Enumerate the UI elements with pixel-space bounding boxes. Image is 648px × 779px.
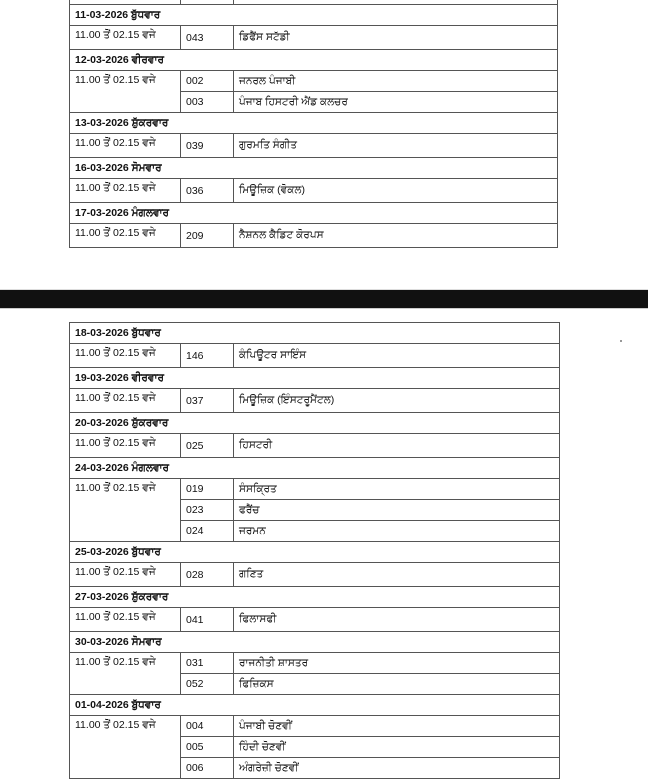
subject-name: ਫਰੈਂਚ [234,500,560,521]
subject-name: ਫਿਜ਼ਿਕਸ [234,674,560,695]
exam-time: 11.00 ਤੋਂ 02.15 ਵਜੇ [70,563,181,587]
subject-name: ਪੰਜਾਬੀ ਚੋਣਵੀਂ [234,716,560,737]
exam-time: 11.00 ਤੋਂ 02.15 ਵਜੇ [70,608,181,632]
date-row [70,113,558,134]
subject-name: ਜਨਰਲ ਪੰਜਾਬੀ [234,71,558,92]
exam-date: 11-03-2026 ਬੁੱਧਵਾਰ [70,5,558,26]
table-row [70,179,558,203]
paper-code: 004 [181,716,234,737]
subject-name: ਹਿਸਟਰੀ [234,434,560,458]
exam-date: 16-03-2026 ਸੋਮਵਾਰ [70,158,558,179]
paper-code: 052 [181,674,234,695]
paper-code: 006 [181,758,234,779]
exam-schedule-table-top [69,0,558,248]
date-row [70,695,560,716]
table-row [70,434,560,458]
exam-date: 19-03-2026 ਵੀਰਵਾਰ [70,368,560,389]
exam-date: 24-03-2026 ਮੰਗਲਵਾਰ [70,458,560,479]
table-row [70,653,560,674]
date-row [70,323,560,344]
exam-time: 11.00 ਤੋਂ 02.15 ਵਜੇ [70,179,181,203]
table-row [70,344,560,368]
paper-code: 024 [181,521,234,542]
exam-time: 11.00 ਤੋਂ 02.15 ਵਜੇ [70,434,181,458]
paper-code: 002 [181,71,234,92]
exam-date: 25-03-2026 ਬੁੱਧਵਾਰ [70,542,560,563]
paper-code: 043 [181,26,234,50]
subject-name: ਜਰਮਨ [234,521,560,542]
paper-code: 209 [181,224,234,248]
subject-name: ਅੰਗਰੇਜ਼ੀ ਚੋਣਵੀਂ [234,758,560,779]
subject-name: ਗੁਰਮਤਿ ਸੰਗੀਤ [234,134,558,158]
exam-schedule-table-bottom [69,322,560,779]
date-row [70,587,560,608]
paper-code: 031 [181,653,234,674]
paper-code: 019 [181,479,234,500]
exam-date: 20-03-2026 ਸ਼ੁੱਕਰਵਾਰ [70,413,560,434]
exam-time: 11.00 ਤੋਂ 02.15 ਵਜੇ [70,716,181,779]
subject-name: ਰਾਜਨੀਤੀ ਸ਼ਾਸਤਰ [234,653,560,674]
date-row [70,50,558,71]
exam-time: 11.00 ਤੋਂ 02.15 ਵਜੇ [70,479,181,542]
exam-time: 11.00 ਤੋਂ 02.15 ਵਜੇ [70,26,181,50]
document-page-top [0,0,648,290]
date-row [70,413,560,434]
subject-name: ਪੰਜਾਬ ਹਿਸਟਰੀ ਐਂਡ ਕਲਚਰ [234,92,558,113]
paper-code: 023 [181,500,234,521]
paper-code: 146 [181,344,234,368]
subject-name: ਫਿਲਾਸਫੀ [234,608,560,632]
document-page-bottom [0,308,648,774]
paper-code: 041 [181,608,234,632]
table-row [70,563,560,587]
subject-name: ਹਿੰਦੀ ਚੋਣਵੀਂ [234,737,560,758]
paper-code: 003 [181,92,234,113]
table-row [70,608,560,632]
scan-speck [620,340,622,342]
table-row [70,479,560,500]
exam-date: 18-03-2026 ਬੁੱਧਵਾਰ [70,323,560,344]
paper-code: 028 [181,563,234,587]
subject-name: ਨੈਸ਼ਨਲ ਕੈਡਿਟ ਕੋਰਪਸ [234,224,558,248]
date-row [70,203,558,224]
table-row [70,71,558,92]
table-row [70,224,558,248]
table-row [70,134,558,158]
exam-time: 11.00 ਤੋਂ 02.15 ਵਜੇ [70,389,181,413]
date-row [70,5,558,26]
table-row [70,389,560,413]
subject-name: ਗਣਿਤ [234,563,560,587]
paper-code: 037 [181,389,234,413]
paper-code: 039 [181,134,234,158]
exam-date: 13-03-2026 ਸ਼ੁੱਕਰਵਾਰ [70,113,558,134]
exam-date: 30-03-2026 ਸੋਮਵਾਰ [70,632,560,653]
date-row [70,632,560,653]
date-row [70,158,558,179]
exam-date: 17-03-2026 ਮੰਗਲਵਾਰ [70,203,558,224]
exam-date: 27-03-2026 ਸ਼ੁੱਕਰਵਾਰ [70,587,560,608]
table-row [70,26,558,50]
paper-code: 036 [181,179,234,203]
table-row [70,716,560,737]
exam-date: 12-03-2026 ਵੀਰਵਾਰ [70,50,558,71]
paper-code: 005 [181,737,234,758]
exam-time: 11.00 ਤੋਂ 02.15 ਵਜੇ [70,71,181,113]
paper-code: 025 [181,434,234,458]
subject-name: ਮਿਊਜ਼ਿਕ (ਵੋਕਲ) [234,179,558,203]
exam-time: 11.00 ਤੋਂ 02.15 ਵਜੇ [70,653,181,695]
subject-name: ਮਿਊਜ਼ਿਕ (ਇੰਸਟਰੂਮੈਂਟਲ) [234,389,560,413]
date-row [70,542,560,563]
exam-time: 11.00 ਤੋਂ 02.15 ਵਜੇ [70,344,181,368]
page-separator [0,290,648,308]
subject-name: ਡਿਫੈਂਸ ਸਟੱਡੀ [234,26,558,50]
date-row [70,458,560,479]
exam-date: 01-04-2026 ਬੁੱਧਵਾਰ [70,695,560,716]
subject-name: ਕੰਪਿਊਟਰ ਸਾਇੰਸ [234,344,560,368]
subject-name: ਸੰਸਕ੍ਰਿਤ [234,479,560,500]
exam-time: 11.00 ਤੋਂ 02.15 ਵਜੇ [70,134,181,158]
exam-time: 11.00 ਤੋਂ 02.15 ਵਜੇ [70,224,181,248]
date-row [70,368,560,389]
